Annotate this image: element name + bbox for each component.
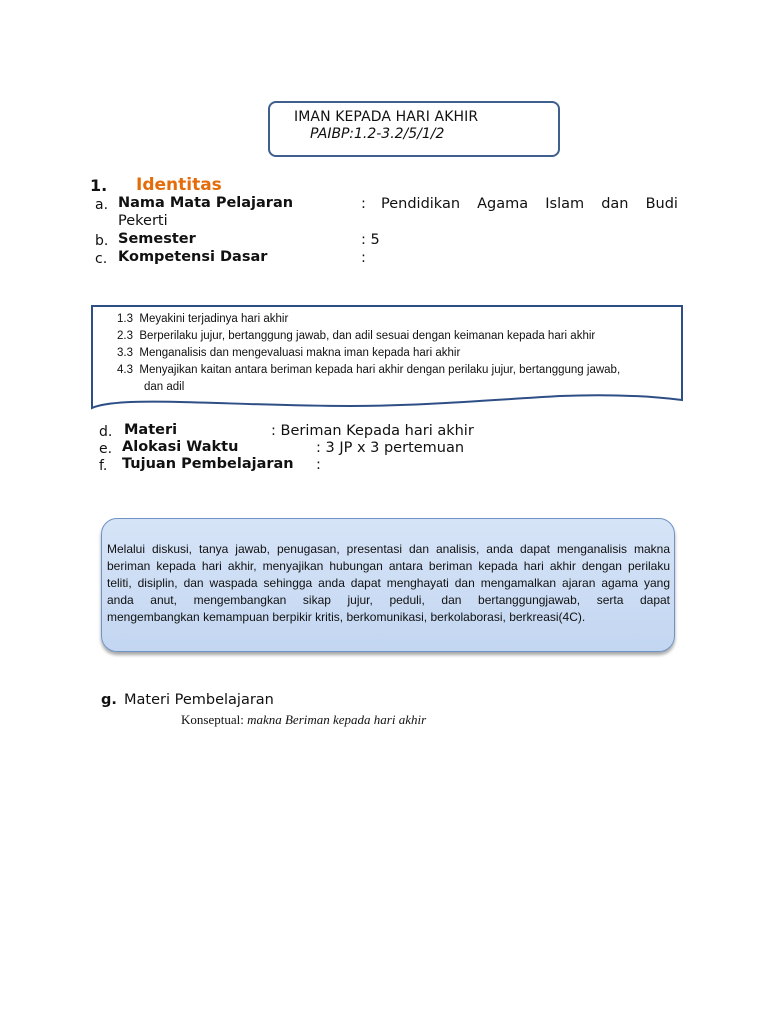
- tujuan-line: beriman kepada hari akhir, menyajikan hubungan antara beriman kepada hari akhir dengan perilaku: [107, 559, 670, 573]
- item-letter-b: b.: [95, 233, 109, 249]
- item-letter-f: f.: [99, 458, 108, 474]
- value-tujuan-pembelajaran: :: [316, 457, 321, 473]
- label-kompetensi-dasar: Kompetensi Dasar: [118, 249, 268, 265]
- document-title: IMAN KEPADA HARI AKHIR: [294, 109, 479, 125]
- tujuan-line: mengembangkan kemampuan berpikir kritis, berkomunikasi, berkolaborasi, berkreasi(4C).: [107, 610, 586, 624]
- value-word: Islam: [545, 196, 585, 212]
- tujuan-text: [107, 541, 670, 626]
- value-nama-mata-pelajaran: [381, 196, 678, 212]
- kd-text: Meyakini terjadinya hari akhir: [139, 313, 289, 325]
- value-alokasi-waktu: : 3 JP x 3 pertemuan: [316, 440, 465, 456]
- section-number: 1.: [90, 176, 108, 195]
- value-nama-mata-pelajaran-cont: Pekerti: [118, 213, 168, 229]
- kd-number: 2.3: [117, 330, 133, 342]
- section-title: Identitas: [136, 175, 222, 195]
- label-tujuan-pembelajaran: Tujuan Pembelajaran: [122, 456, 294, 472]
- kd-number: 1.3: [117, 313, 133, 325]
- kd-text-cont: dan adil: [144, 381, 185, 393]
- item-letter-g: g.: [101, 692, 117, 708]
- label-materi-pembelajaran: Materi Pembelajaran: [124, 692, 274, 708]
- colon-a: :: [361, 196, 366, 212]
- value-materi: : Beriman Kepada hari akhir: [271, 423, 474, 439]
- label-materi: Materi: [124, 422, 178, 438]
- tujuan-line: teliti, disiplin, dan waspada sehingga anda dapat menghayati dan mengamalkan ajaran agama yang: [107, 576, 670, 590]
- kd-item: [117, 313, 288, 325]
- label-nama-mata-pelajaran: Nama Mata Pelajaran: [118, 195, 294, 211]
- item-letter-d: d.: [99, 424, 113, 440]
- kd-number: 3.3: [117, 347, 133, 359]
- item-letter-e: e.: [99, 441, 113, 457]
- kd-item: [117, 347, 460, 359]
- document-code: PAIBP:1.2-3.2/5/1/2: [310, 126, 445, 142]
- tujuan-line: Melalui diskusi, tanya jawab, penugasan, presentasi dan analisis, anda dapat menganalisis makna: [107, 542, 670, 556]
- value-word: Agama: [477, 196, 529, 212]
- tujuan-line: anda anut, mengembangkan sikap jujur, peduli, dan bertanggungjawab, serta dapat: [107, 593, 670, 607]
- konseptual-label: Konseptual:: [181, 712, 244, 727]
- kd-text: Berperilaku jujur, bertanggung jawab, dan adil sesuai dengan keimanan kepada hari akhir: [139, 330, 596, 342]
- label-alokasi-waktu: Alokasi Waktu: [122, 439, 239, 455]
- value-semester: : 5: [361, 232, 380, 248]
- kd-item: [117, 364, 620, 376]
- kd-number: 4.3: [117, 364, 133, 376]
- kd-text: Menganalisis dan mengevaluasi makna iman kepada hari akhir: [139, 347, 461, 359]
- value-word: Budi: [645, 196, 678, 212]
- value-kompetensi-dasar: :: [361, 250, 366, 266]
- label-semester: Semester: [118, 231, 196, 247]
- kd-text: Menyajikan kaitan antara beriman kepada hari akhir dengan perilaku jujur, bertanggung jawab,: [139, 364, 621, 376]
- konseptual-value: makna Beriman kepada hari akhir: [247, 712, 427, 727]
- item-letter-c: c.: [95, 251, 108, 267]
- value-word: Pendidikan: [381, 196, 461, 212]
- konseptual-line: [181, 712, 426, 728]
- kd-item: [117, 330, 595, 342]
- value-word: dan: [601, 196, 629, 212]
- item-letter-a: a.: [95, 197, 109, 213]
